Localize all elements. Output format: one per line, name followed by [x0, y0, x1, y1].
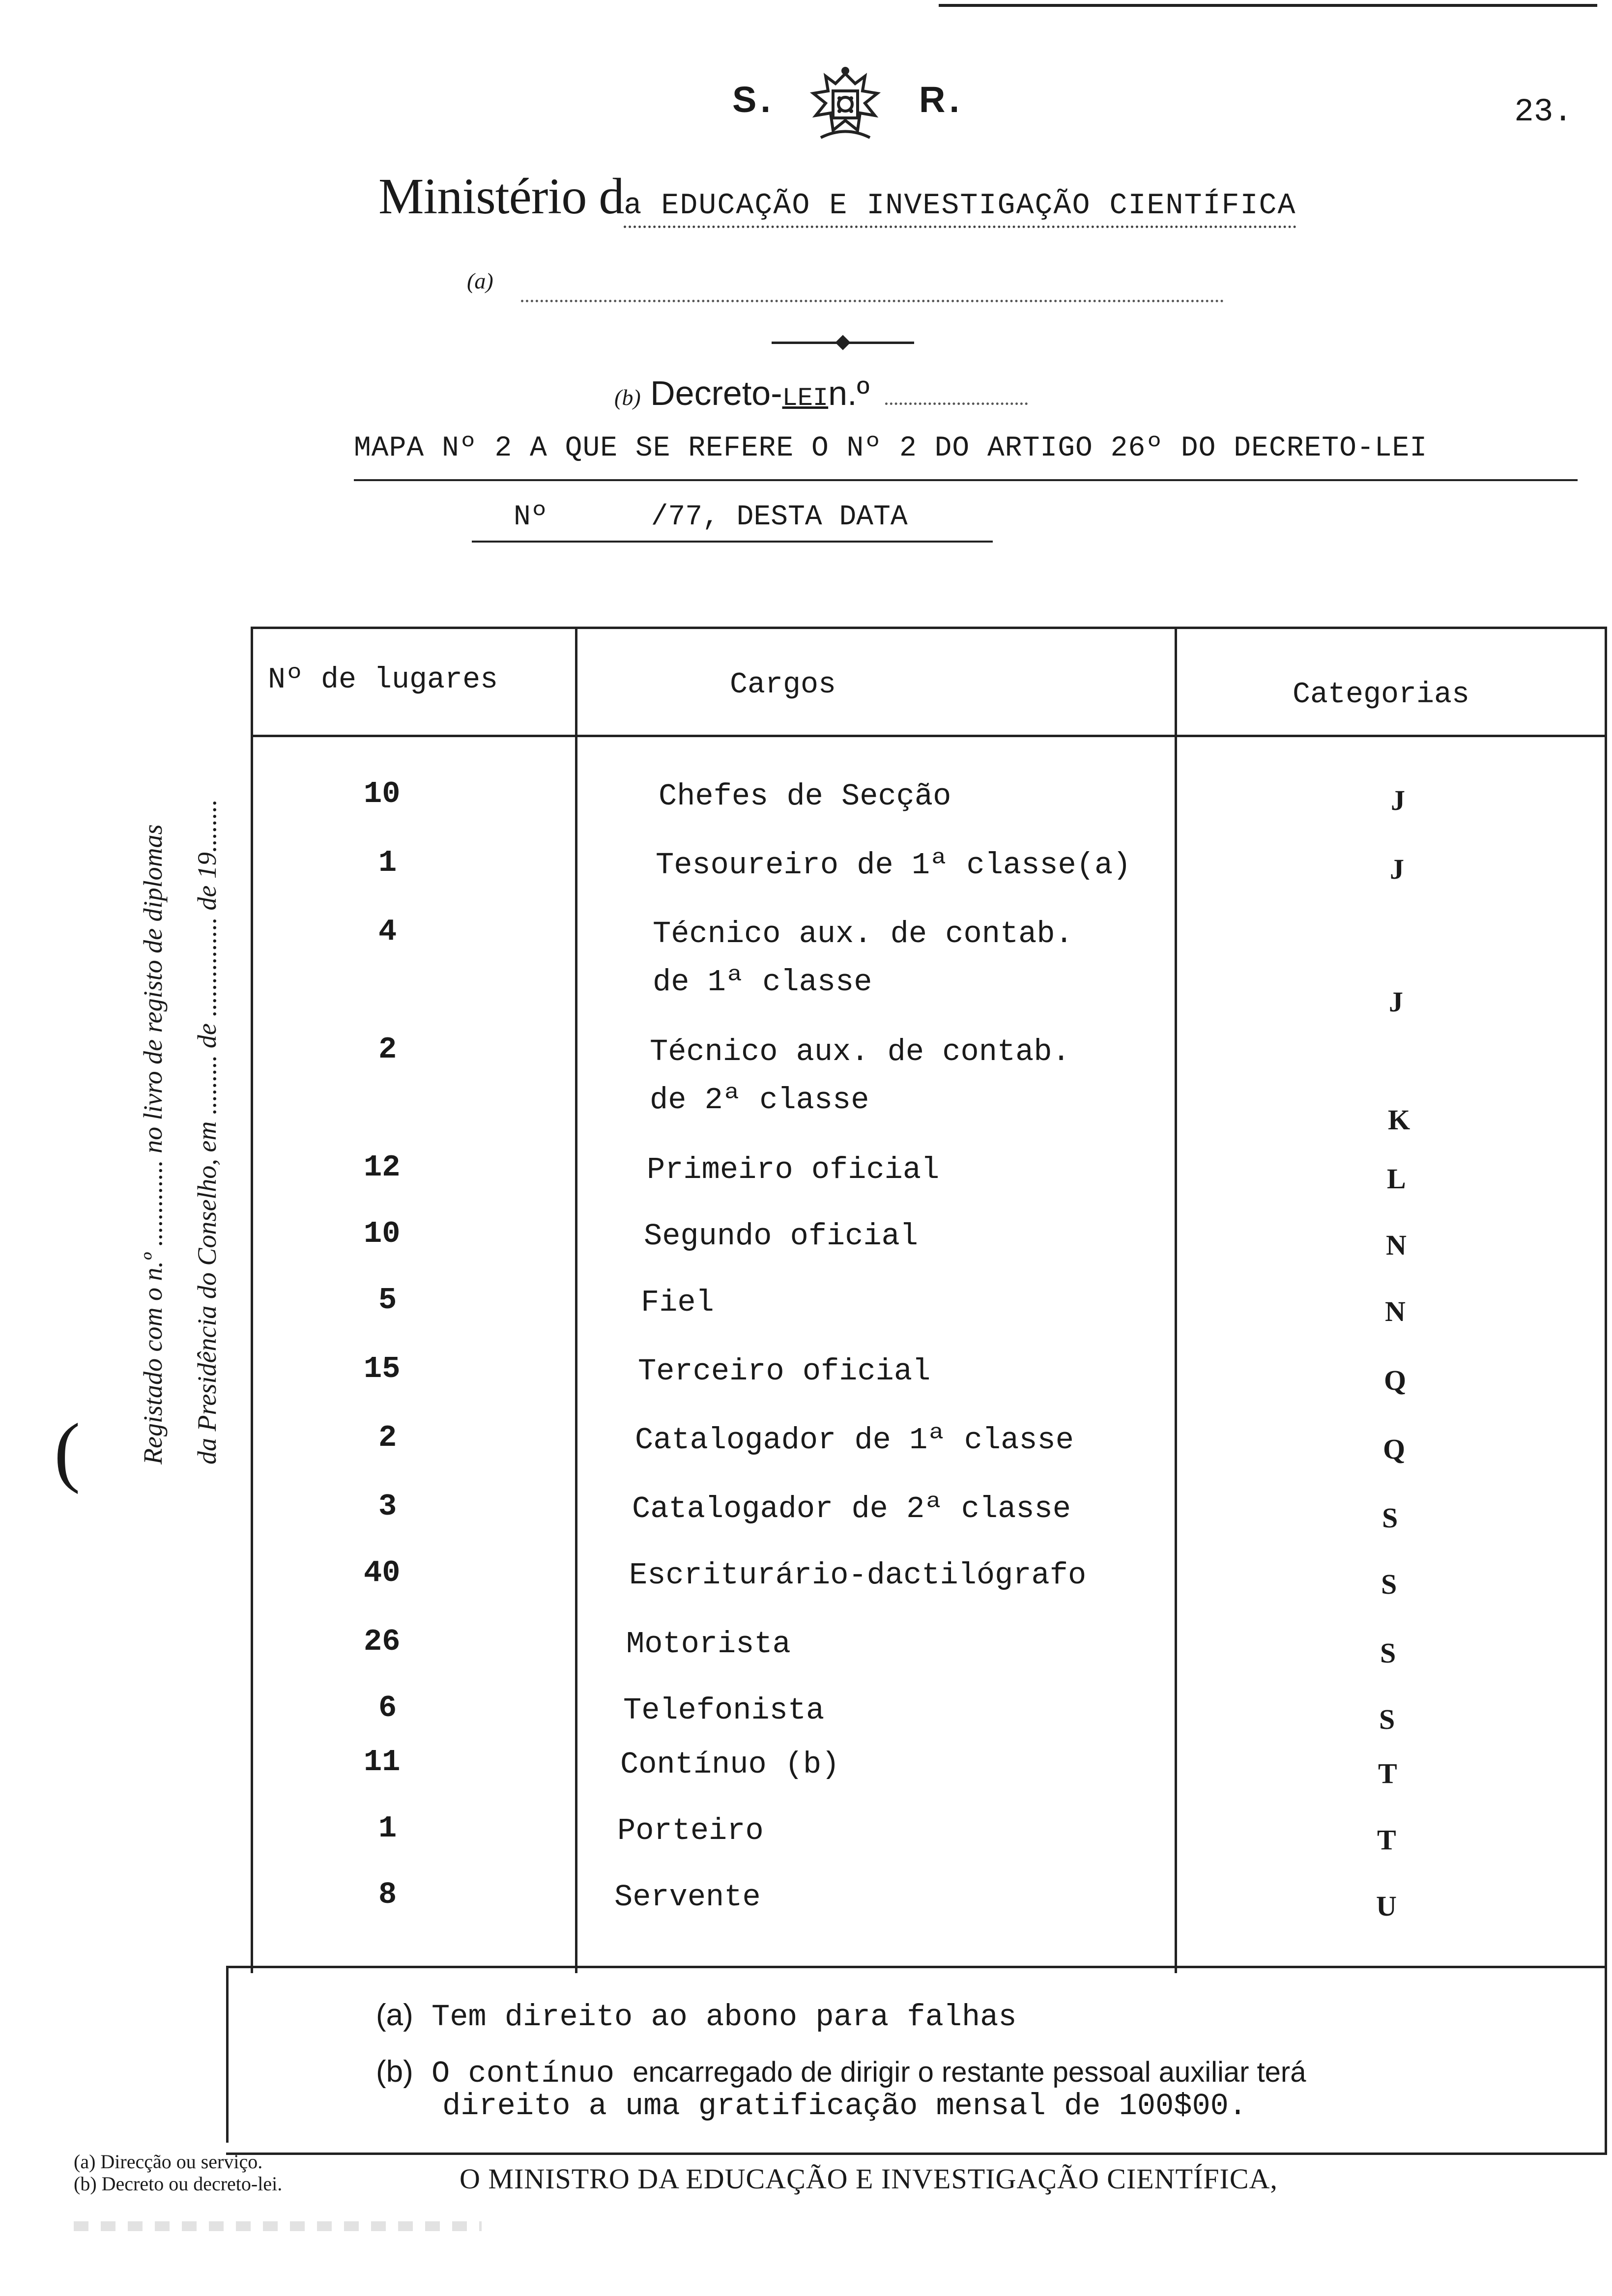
cell-categoria: K: [1388, 1104, 1410, 1136]
cell-lugares: 1: [378, 1811, 397, 1846]
decree-sub: LEI: [782, 384, 829, 413]
cell-cargo: Tesoureiro de 1ª classe(a): [656, 848, 1131, 883]
cell-lugares: 3: [378, 1489, 397, 1524]
footnote-a: (a) Direcção ou serviço.: [74, 2151, 263, 2173]
faded-text-line: [74, 2221, 482, 2231]
mapa-title-line2: [514, 501, 908, 533]
cell-cargo: Contínuo (b): [620, 1747, 840, 1782]
cell-lugares: 11: [364, 1745, 401, 1779]
cell-categoria: J: [1390, 853, 1404, 885]
cell-categoria: N: [1385, 1295, 1406, 1327]
cell-categoria: N: [1386, 1229, 1407, 1261]
staff-table: [226, 627, 1607, 2157]
cell-lugares: 12: [364, 1150, 401, 1185]
cell-lugares: 10: [364, 776, 401, 811]
col-divider-2: [1175, 627, 1177, 1973]
note-b-line2: direito a uma gratificação mensal de 100$00.: [442, 2089, 1247, 2124]
cell-cargo: Fiel: [641, 1285, 714, 1320]
page-number: 23.: [1514, 93, 1573, 130]
header-r: R.: [919, 79, 963, 120]
table-bottom-border: [226, 2152, 1607, 2155]
cell-cargo: Chefes de Secção: [659, 779, 951, 814]
cell-categoria: Q: [1384, 1364, 1407, 1396]
cell-cargo: Telefonista: [623, 1693, 825, 1728]
header-lugares: Nº de lugares: [268, 663, 498, 697]
cell-cargo: Motorista: [626, 1627, 791, 1662]
title-no: Nº: [514, 501, 548, 533]
mapa-title-line1: MAPA Nº 2 A QUE SE REFERE O Nº 2 DO ARTIGO 26º DO DECRETO-LEI: [354, 432, 1428, 464]
title-underline-2: [472, 541, 993, 543]
cell-lugares: 5: [378, 1283, 397, 1318]
field-a-dotted-line: [521, 300, 1224, 302]
cell-cargo: de 1ª classe: [653, 965, 872, 1000]
title-underline: [354, 479, 1578, 481]
title-date: /77, DESTA DATA: [651, 501, 908, 533]
cell-categoria: J: [1389, 986, 1403, 1018]
cell-cargo: Catalogador de 1ª classe: [635, 1423, 1074, 1458]
note-b-text-1a: O contínuo: [432, 2056, 633, 2091]
cell-categoria: S: [1379, 1703, 1395, 1735]
decree-number-field: [885, 402, 1028, 405]
cell-categoria: U: [1376, 1890, 1397, 1922]
header-cargos: Cargos: [730, 668, 836, 702]
cell-cargo: Servente: [614, 1880, 761, 1915]
ministry-title: [378, 167, 1296, 226]
coat-of-arms-icon: [801, 64, 890, 147]
note-b-tag: (b): [376, 2055, 413, 2089]
cell-lugares: 40: [364, 1555, 401, 1590]
diamond-icon: [835, 335, 850, 350]
note-a: [376, 1998, 1017, 2035]
bracket-icon: (: [54, 1407, 81, 1494]
cell-categoria: Q: [1383, 1433, 1406, 1465]
header-categorias: Categorias: [1293, 678, 1470, 712]
decree-line: [614, 373, 1028, 413]
top-rule: [939, 4, 1597, 7]
cell-cargo: Escriturário-dactilógrafo: [629, 1558, 1087, 1593]
cell-categoria: T: [1378, 1757, 1397, 1789]
header-divider: [251, 735, 1607, 737]
cell-lugares: 15: [364, 1351, 401, 1386]
decree-label: (b): [614, 385, 641, 410]
cell-lugares: 6: [378, 1691, 397, 1725]
registration-line-1: Registado com o n.º ............. no livro de registo de diplomas: [138, 824, 168, 1464]
table-left-border-lower: [226, 1966, 229, 2143]
table-left-border-upper: [251, 627, 253, 1973]
cell-categoria: L: [1387, 1163, 1406, 1195]
registration-line-2: da Presidência do Conselho, em ......... de ............... de 19........: [192, 799, 222, 1464]
table-top-border: [251, 627, 1607, 629]
cell-cargo: Catalogador de 2ª classe: [632, 1492, 1071, 1526]
cell-lugares: 2: [378, 1420, 397, 1455]
cell-lugares: 8: [378, 1877, 397, 1912]
table-right-border: [1605, 627, 1607, 2155]
cell-cargo: de 2ª classe: [650, 1083, 869, 1118]
note-b: [376, 2054, 1306, 2091]
cell-lugares: 26: [364, 1624, 401, 1659]
ministry-prefix: Ministério d: [378, 168, 624, 225]
cell-cargo: Primeiro oficial: [647, 1152, 940, 1187]
col-divider-1: [575, 627, 577, 1973]
header-s: S.: [732, 79, 775, 120]
cell-lugares: 2: [378, 1032, 397, 1067]
cell-lugares: 10: [364, 1216, 401, 1251]
cell-cargo: Porteiro: [617, 1813, 764, 1848]
note-b-text-1b: encarregado de dirigir o restante pessoal auxiliar terá: [633, 2056, 1306, 2088]
cell-categoria: J: [1391, 784, 1405, 816]
field-a-label: (a): [467, 268, 493, 293]
cell-cargo: Técnico aux. de contab.: [650, 1034, 1070, 1069]
decree-text: Decreto-: [650, 374, 782, 412]
cell-cargo: Terceiro oficial: [638, 1354, 931, 1389]
cell-categoria: S: [1382, 1502, 1398, 1534]
cell-cargo: Segundo oficial: [644, 1219, 919, 1254]
decree-number-label: n.º: [828, 374, 870, 412]
note-a-tag: (a): [376, 1998, 413, 2032]
cell-categoria: S: [1380, 1637, 1396, 1669]
registration-note: [54, 580, 222, 1464]
ministry-name: a EDUCAÇÃO E INVESTIGAÇÃO CIENTÍFICA: [624, 189, 1296, 228]
cell-categoria: T: [1377, 1824, 1396, 1856]
cell-cargo: Técnico aux. de contab.: [653, 917, 1073, 951]
footnote-b: (b) Decreto ou decreto-lei.: [74, 2173, 283, 2195]
minister-signature-line: O MINISTRO DA EDUCAÇÃO E INVESTIGAÇÃO CIENTÍFICA,: [460, 2163, 1278, 2195]
cell-categoria: S: [1381, 1568, 1397, 1600]
notes-top-border: [226, 1966, 1607, 1968]
note-a-text: Tem direito ao abono para falhas: [432, 2000, 1017, 2035]
cell-lugares: 1: [378, 845, 397, 880]
cell-lugares: 4: [378, 914, 397, 949]
